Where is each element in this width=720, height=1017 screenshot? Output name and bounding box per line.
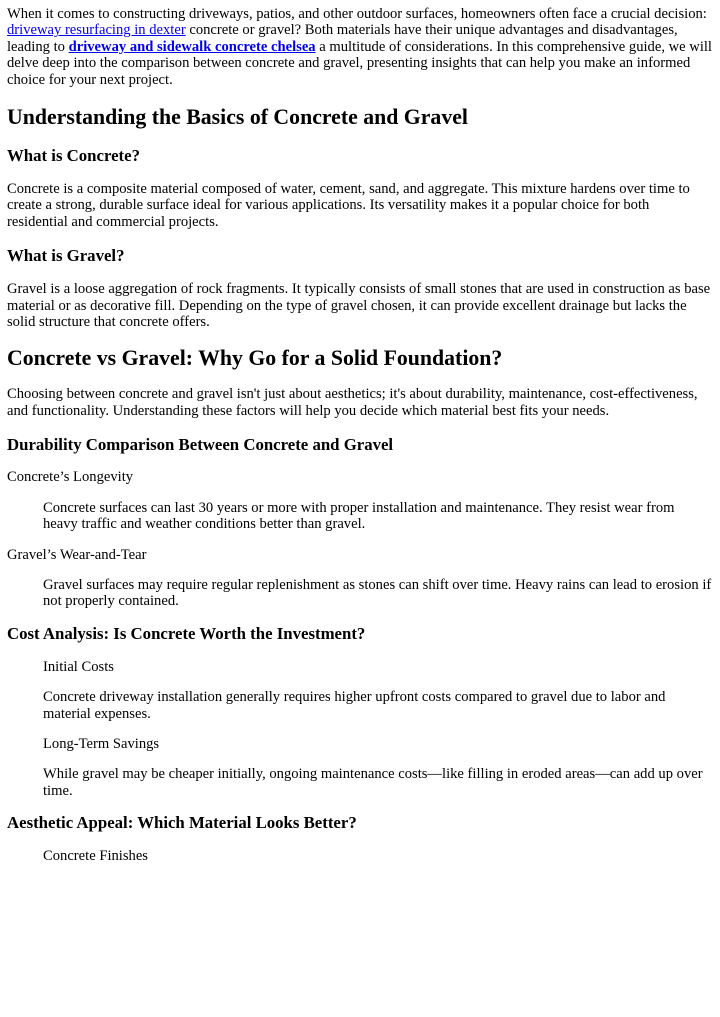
long-term-savings-text: While gravel may be cheaper initially, ongoing maintenance costs—like filling in eroded areas—can add up over time. [43,766,703,799]
versus-heading: Concrete vs Gravel: Why Go for a Solid Foundation? [7,346,503,371]
basics-heading: Understanding the Basics of Concrete and Gravel [7,105,468,130]
initial-costs-text: Concrete driveway installation generally requires higher upfront costs compared to gravel due to labor and material expenses. [43,689,666,722]
driveway-sidewalk-link[interactable]: driveway and sidewalk concrete chelsea [68,38,316,55]
intro-text-1: When it comes to constructing driveways, patios, and other outdoor surfaces, homeowners often face a crucial decision: [7,6,707,22]
intro-text-2: concrete or gravel? Both materials have their unique advantages and disadvantages, leading to [7,22,678,55]
concrete-longevity-label: Concrete’s Longevity [7,469,134,486]
gravel-wear-text: Gravel surfaces may require regular replenishment as stones can shift over time. Heavy rains can lead to erosion if not properly contained. [43,576,712,610]
aesthetic-heading: Aesthetic Appeal: Which Material Looks Better? [7,813,357,833]
cost-heading: Cost Analysis: Is Concrete Worth the Investment? [7,623,366,643]
gravel-wear-label: Gravel’s Wear-and-Tear [7,546,147,563]
versus-text: Choosing between concrete and gravel isn't just about aesthetics; it's about durability, maintenance, cost-effectiveness, and functionality. Understanding these factors will help you decide which material best fits your needs. [7,386,698,419]
what-is-concrete-heading: What is Concrete? [7,146,140,166]
driveway-resurfacing-link[interactable]: driveway resurfacing in dexter [7,22,186,39]
concrete-finishes-label: Concrete Finishes [43,848,148,865]
long-term-savings-label: Long-Term Savings [43,735,160,752]
durability-heading: Durability Comparison Between Concrete and Gravel [7,435,394,455]
what-is-gravel-heading: What is Gravel? [7,246,125,266]
initial-costs-label: Initial Costs [43,658,114,675]
what-is-concrete-text: Concrete is a composite material composed of water, cement, sand, and aggregate. This mixture hardens over time to create a strong, durable surface ideal for various applications. Its versatility makes it a popular choice for both residential and commercial projects. [7,181,690,230]
concrete-longevity-text: Concrete surfaces can last 30 years or more with proper installation and maintenance. They resist wear from heavy traffic and weather conditions better than gravel. [43,499,675,533]
what-is-gravel-text: Gravel is a loose aggregation of rock fragments. It typically consists of small stones that are used in construction as base material or as decorative fill. Depending on the type of gravel chosen, it can provide excellent drainage but lacks the solid structure that concrete offers. [7,281,711,331]
intro-paragraph [7,6,712,88]
intro-text-3: a multitude of considerations. In this comprehensive guide, we will delve deep into the comparison between concrete and gravel, presenting insights that can help you make an informed choice for your next project. [7,38,712,88]
